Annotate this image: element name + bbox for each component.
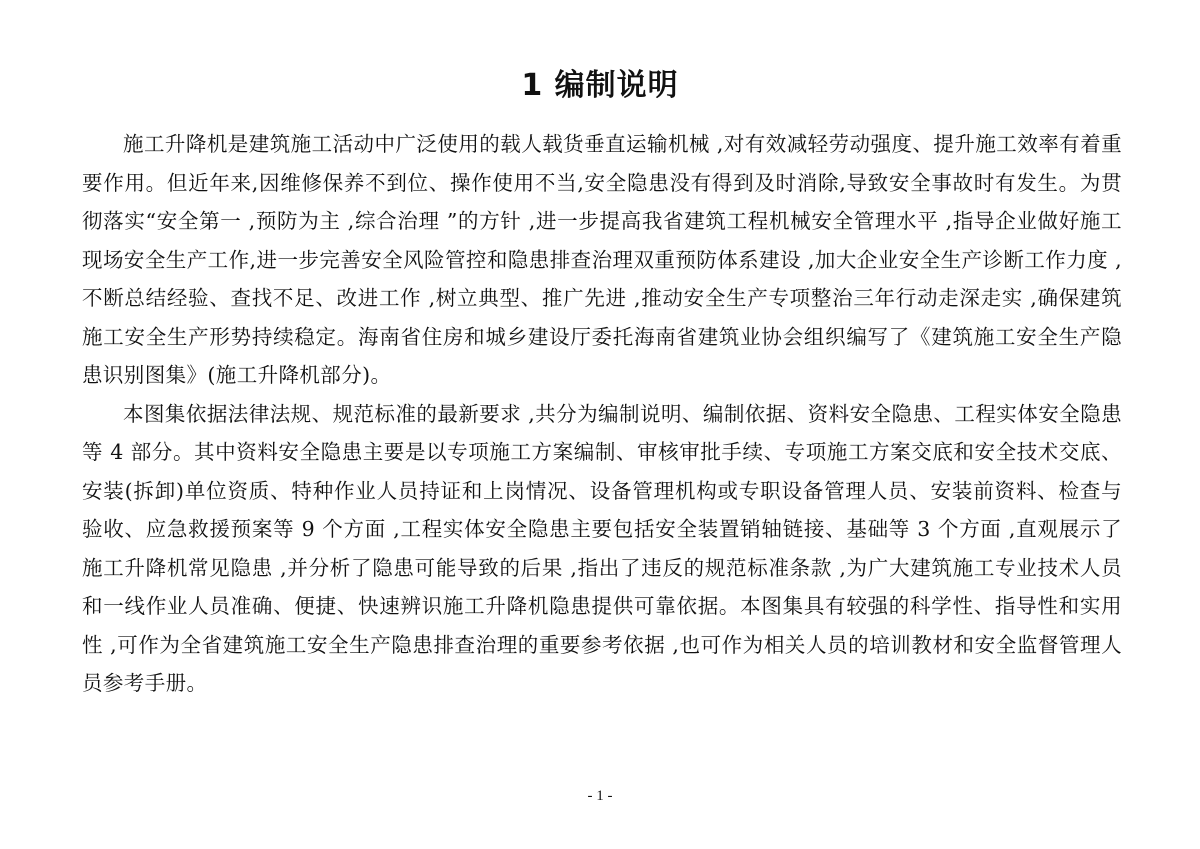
page-number: - 1 - — [587, 788, 613, 804]
body-text — [82, 125, 1122, 703]
section-title: 1 编制说明 — [521, 68, 679, 103]
paragraph-scope: 本图集依据法律法规、规范标准的最新要求 ,共分为编制说明、编制依据、资料安全隐患、工程实体安全隐患等 4 部分。其中资料安全隐患主要是以专项施工方案编制、审核审批手续、专项施工方案交底和安全技术交底、安装(拆卸)单位资质、特种作业人员持证和上岗情况、设备管理机构或专职设备管理人员、安装前资料、检查与验收、应急救援预案等 9 个方面 ,工程实体安全隐患主要包括安全装置销轴链接、基础等 3 个方面 ,直观展示了施工升降机常见隐患 ,并分析了隐患可能导致的后果 ,指出了违反的规范标准条款 ,为广大建筑施工专业技术人员和一线作业人员准确、便捷、快速辨识施工升降机隐患提供可靠依据。本图集具有较强的科学性、指导性和实用性 ,可作为全省建筑施工安全生产隐患排查治理的重要参考依据 ,也可作为相关人员的培训教材和安全监督管理人员参考手册。 — [82, 401, 1122, 695]
paragraph-intro: 施工升降机是建筑施工活动中广泛使用的载人载货垂直运输机械 ,对有效减轻劳动强度、提升施工效率有着重要作用。但近年来,因维修保养不到位、操作使用不当,安全隐患没有得到及时消除,导致安全事故时有发生。为贯彻落实“安全第一 ,预防为主 ,综合治理 ”的方针 ,进一步提高我省建筑工程机械安全管理水平 ,指导企业做好施工现场安全生产工作,进一步完善安全风险管控和隐患排查治理双重预防体系建设 ,加大企业安全生产诊断工作力度 ,不断总结经验、查找不足、改进工作 ,树立典型、推广先进 ,推动安全生产专项整治三年行动走深走实 ,确保建筑施工安全生产形势持续稳定。海南省住房和城乡建设厅委托海南省建筑业协会组织编写了《建筑施工安全生产隐患识别图集》(施工升降机部分)。 — [82, 132, 1122, 387]
